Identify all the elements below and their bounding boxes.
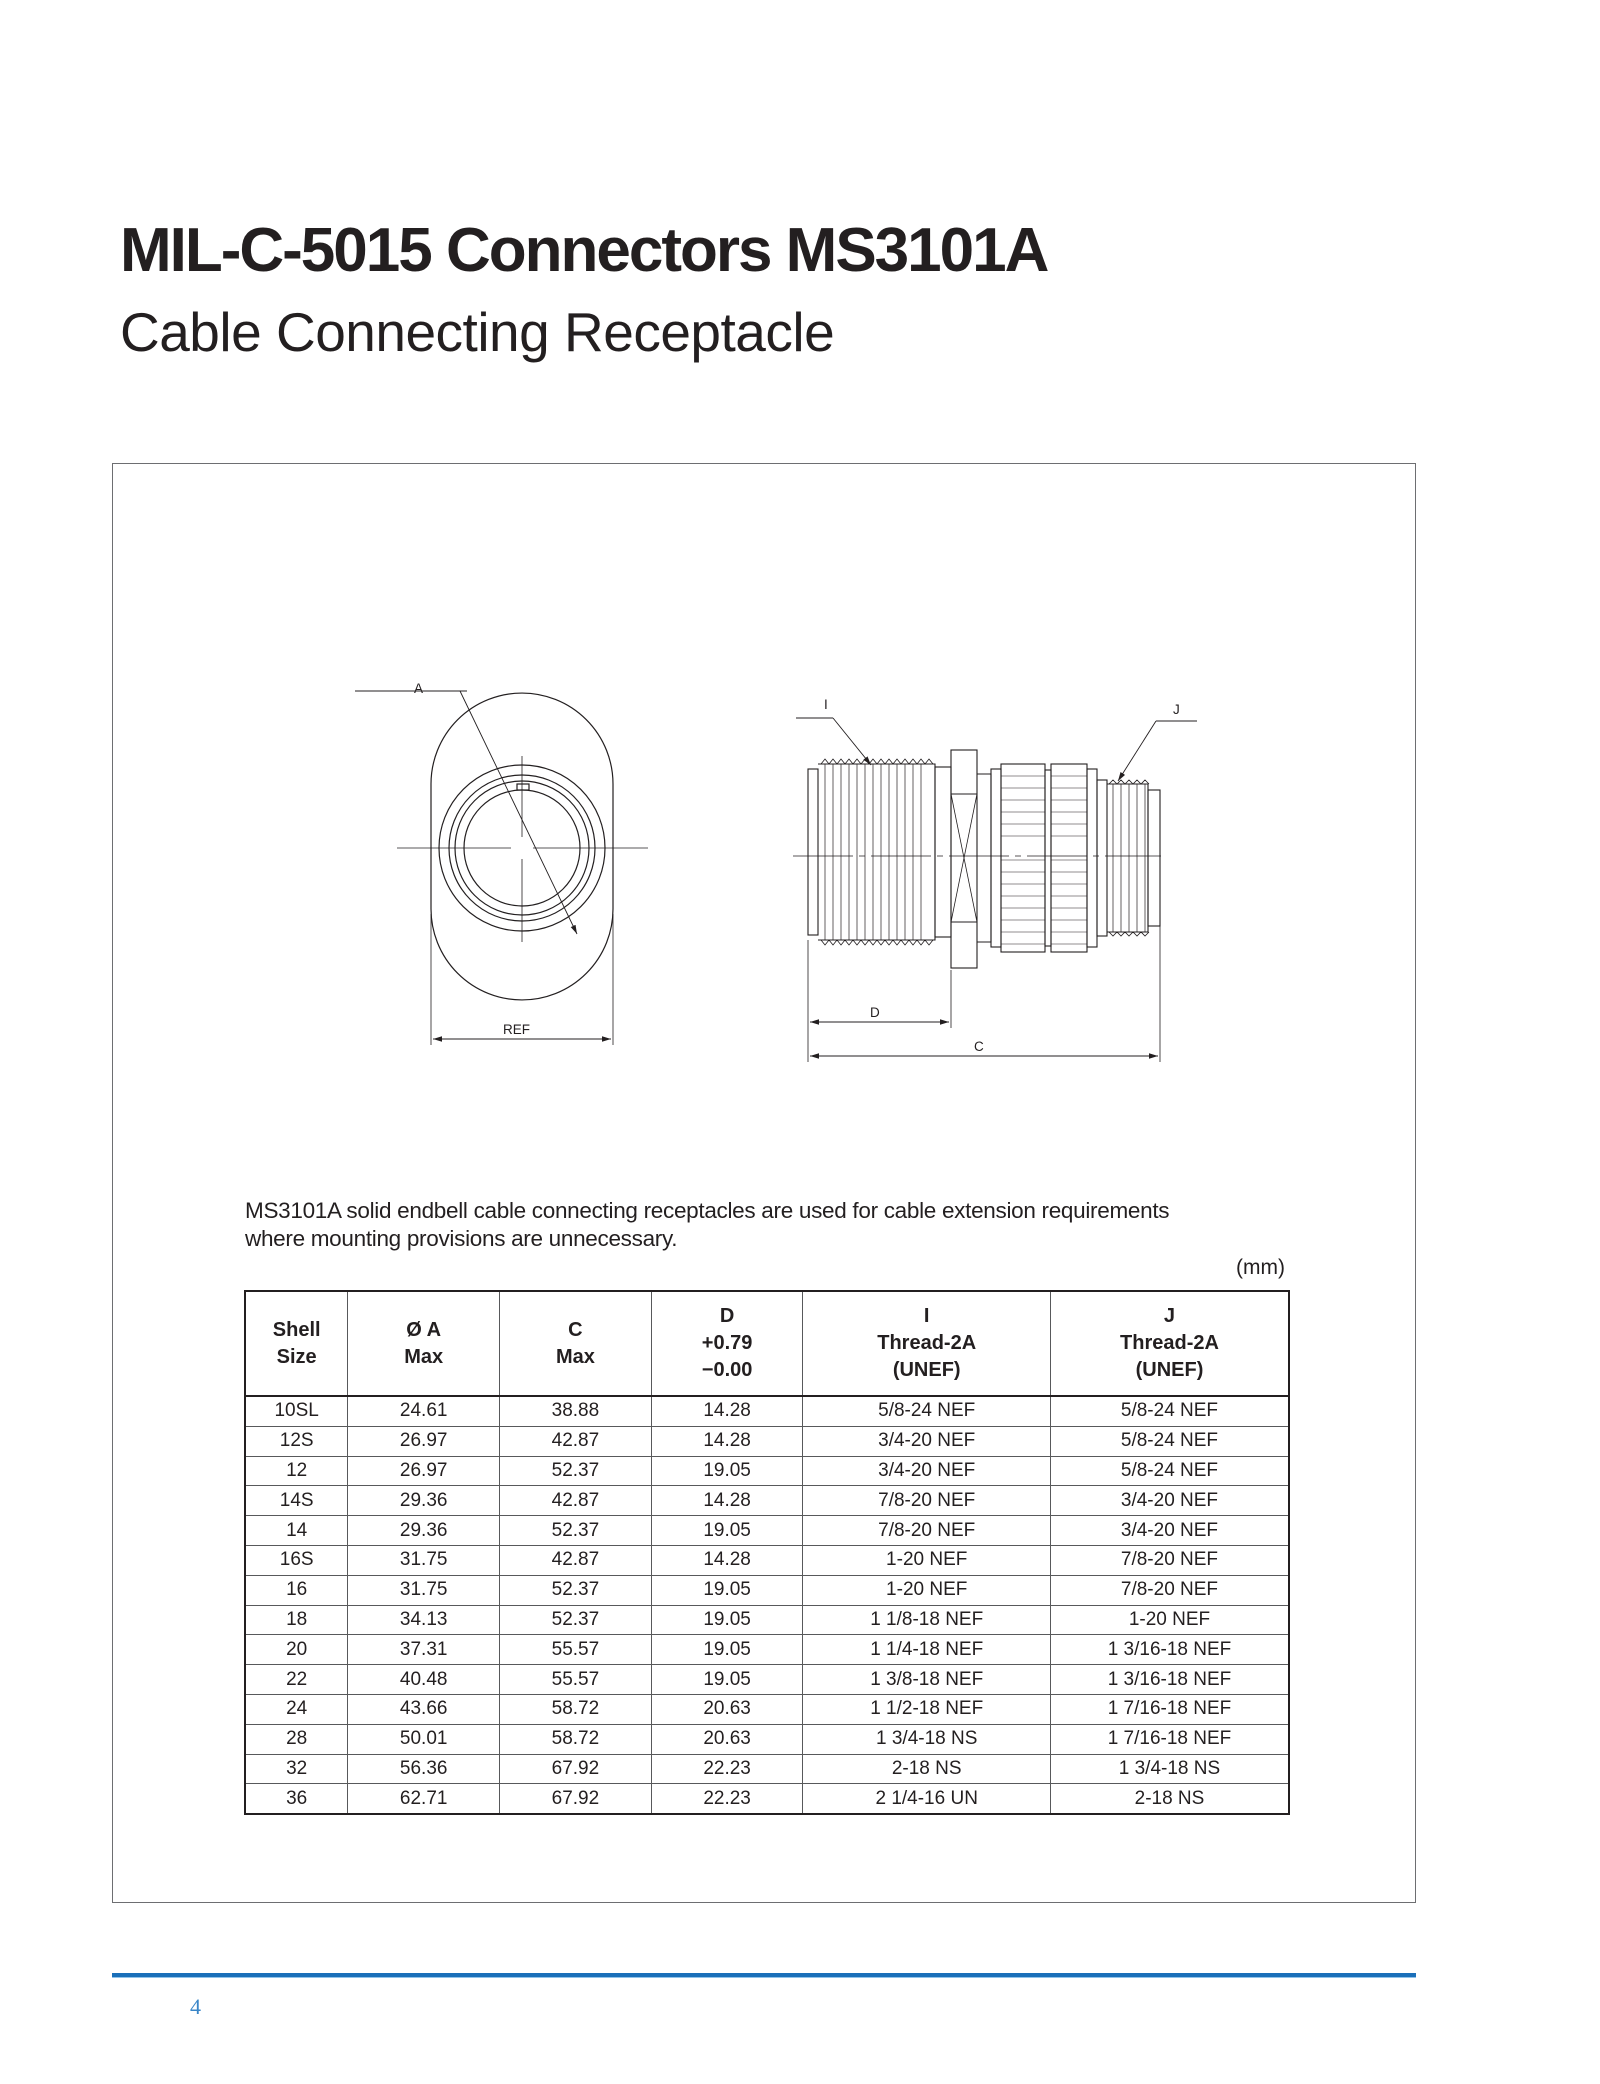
page-number: 4 [190,1994,201,2019]
front-view-drawing [355,691,648,1045]
table-row: 10SL 24.61 38.88 14.28 5/8-24 NEF 5/8-24 NEF [245,1396,1289,1426]
header-shell-size: Shell Size [245,1291,348,1396]
page-title: MIL-C-5015 Connectors MS3101A [120,216,1048,285]
table-row: 22 40.48 55.57 19.05 1 3/8-18 NEF 1 3/16-18 NEF [245,1665,1289,1695]
page-subtitle: Cable Connecting Receptacle [120,301,835,363]
table-row: 32 56.36 67.92 22.23 2-18 NS 1 3/4-18 NS [245,1754,1289,1784]
header-j-thread: J Thread-2A (UNEF) [1050,1291,1289,1396]
label-d: D [870,1005,880,1020]
header-d-tolerance: D +0.79 −0.00 [651,1291,803,1396]
table-row: 18 34.13 52.37 19.05 1 1/8-18 NEF 1-20 NEF [245,1605,1289,1635]
table-row: 28 50.01 58.72 20.63 1 3/4-18 NS 1 7/16-18 NEF [245,1724,1289,1754]
dimensions-table [244,1290,1290,1815]
side-view-drawing [793,718,1197,1062]
header-a-max: Ø A Max [348,1291,500,1396]
header-i-thread: I Thread-2A (UNEF) [803,1291,1051,1396]
table-row: 36 62.71 67.92 22.23 2 1/4-16 UN 2-18 NS [245,1784,1289,1814]
table-row: 20 37.31 55.57 19.05 1 1/4-18 NEF 1 3/16-18 NEF [245,1635,1289,1665]
table-row: 16 31.75 52.37 19.05 1-20 NEF 7/8-20 NEF [245,1575,1289,1605]
table-row: 12 26.97 52.37 19.05 3/4-20 NEF 5/8-24 NEF [245,1456,1289,1486]
table-header-row [245,1291,1289,1396]
label-i: I [824,697,828,712]
units-label: (mm) [1236,1256,1285,1279]
table-row: 24 43.66 58.72 20.63 1 1/2-18 NEF 1 7/16-18 NEF [245,1694,1289,1724]
table-row: 12S 26.97 42.87 14.28 3/4-20 NEF 5/8-24 NEF [245,1426,1289,1456]
table-row: 14 29.36 52.37 19.05 7/8-20 NEF 3/4-20 NEF [245,1516,1289,1546]
table-row: 14S 29.36 42.87 14.28 7/8-20 NEF 3/4-20 NEF [245,1486,1289,1516]
table-row: 16S 31.75 42.87 14.28 1-20 NEF 7/8-20 NEF [245,1545,1289,1575]
label-j: J [1173,702,1180,717]
label-ref: REF [503,1022,530,1037]
product-description: MS3101A solid endbell cable connecting receptacles are used for cable extension requirements where mounting provisions are unnecessary. [245,1198,1170,1251]
label-a: A [414,681,424,696]
label-c: C [974,1039,984,1054]
header-c-max: C Max [500,1291,652,1396]
footer-divider [112,1973,1416,1978]
content-frame [112,463,1416,1903]
